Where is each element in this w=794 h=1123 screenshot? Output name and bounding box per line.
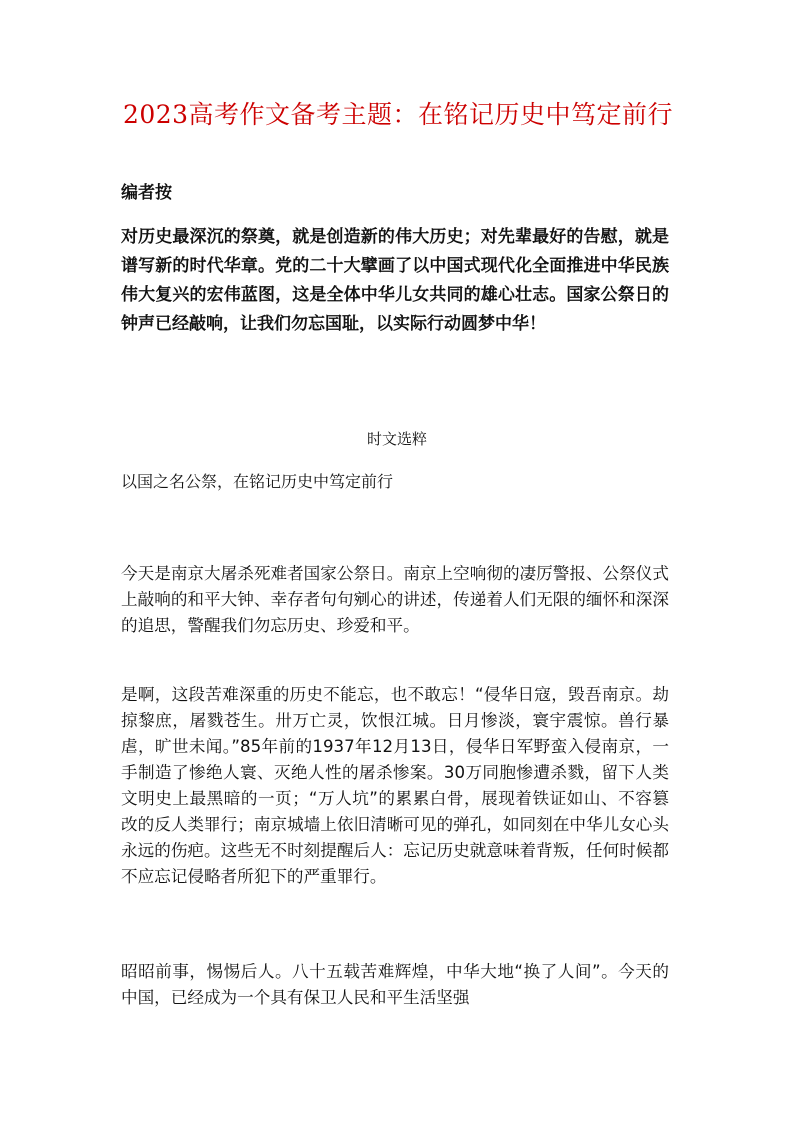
body-paragraph-2: 是啊，这段苦难深重的历史不能忘，也不敢忘！“侵华日寇，毁吾南京。劫掠黎庶，屠戮苍生。卅万亡灵，饮恨江城。日月惨淡，寰宇震惊。兽行暴虐，旷世未闻。”85年前的1937年12月13日，侵华日军野蛮入侵南京，一手制造了惨绝人寰、灭绝人性的屠杀惨案。30万同胞惨遭杀戮，留下人类文明史上最黑暗的一页；“万人坑”的累累白骨，展现着铁证如山、不容篡改的反人类罪行；南京城墙上依旧清晰可见的弹孔，如同刻在中华儿女心头永远的伤疤。这些无不时刻提醒后人：忘记历史就意味着背叛，任何时候都不应忘记侵略者所犯下的严重罪行。 xyxy=(121,685,669,886)
section-heading: 时文选粹 xyxy=(366,430,427,448)
article-title: 以国之名公祭，在铭记历史中笃定前行 xyxy=(121,472,394,491)
document-title: 2023高考作文备考主题：在铭记历史中笃定前行 xyxy=(122,100,674,129)
body-paragraph-3: 昭昭前事，惕惕后人。八十五载苦难辉煌，中华大地“换了人间”。今天的中国，已经成为一个具有保卫人民和平生活坚强 xyxy=(121,962,669,1007)
body-paragraph-1: 今天是南京大屠杀死难者国家公祭日。南京上空响彻的凄厉警报、公祭仪式上敲响的和平大钟、幸存者句句剜心的讲述，传递着人们无限的缅怀和深深的追思，警醒我们勿忘历史、珍爱和平。 xyxy=(121,564,669,635)
editor-label: 编者按 xyxy=(121,183,172,203)
editor-note: 对历史最深沉的祭奠，就是创造新的伟大历史；对先辈最好的告慰，就是谱写新的时代华章。党的二十大擘画了以中国式现代化全面推进中华民族伟大复兴的宏伟蓝图，这是全体中华儿女共同的雄心壮志。国家公祭日的钟声已经敲响，让我们勿忘国耻，以实际行动圆梦中华！ xyxy=(121,227,669,334)
